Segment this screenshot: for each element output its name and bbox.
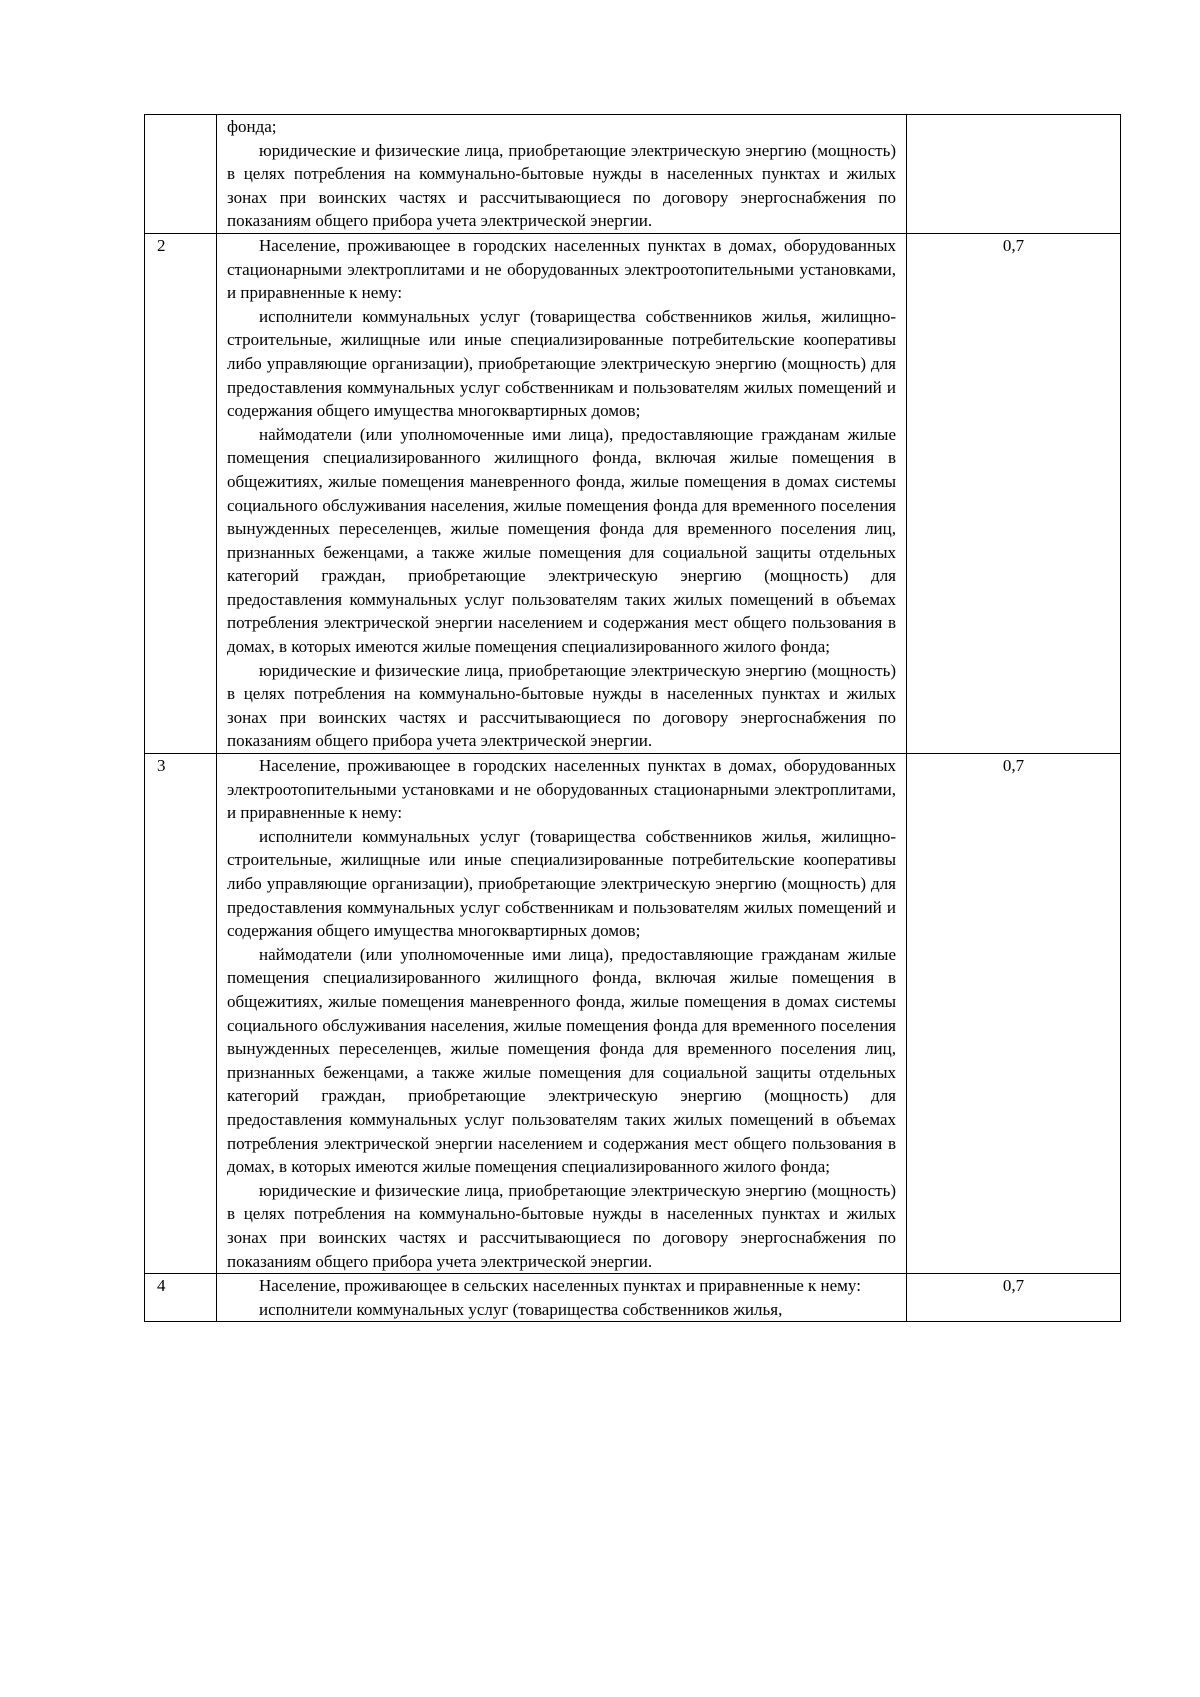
table-row <box>145 115 1121 234</box>
table-row <box>145 754 1121 1274</box>
paragraph: Население, проживающее в городских населенных пунктах в домах, оборудованных стационарными электроплитами и не оборудованных электроотопительными установками, и приравненные к нему: <box>227 235 896 303</box>
tariff-table <box>144 114 1121 1322</box>
paragraph: юридические и физические лица, приобретающие электрическую энергию (мощность) в целях потребления на коммунально-бытовые нужды в населенных пунктах и жилых зонах при воинских частях и рассчитывающиеся по договору энергоснабжения по показаниям общего прибора учета электрической энергии. <box>227 1180 896 1271</box>
table-row <box>145 233 1121 753</box>
row-description-cell <box>217 233 907 753</box>
row-description-cell <box>217 1274 907 1322</box>
paragraph: наймодатели (или уполномоченные ими лица), предоставляющие гражданам жилые помещения специализированного жилищного фонда, включая жилые помещения в общежитиях, жилые помещения маневренного фонда, жилые помещения в домах системы социального обслуживания населения, жилые помещения фонда для временного поселения вынужденных переселенцев, жилые помещения фонда для временного поселения лиц, признанных беженцами, а также жилые помещения для социальной защиты отдельных категорий граждан, приобретающие электрическую энергию (мощность) для предоставления коммунальных услуг пользователям таких жилых помещений в объемах потребления электрической энергии населением и содержания мест общего пользования в домах, в которых имеются жилые помещения специализированного жилого фонда; <box>227 424 896 657</box>
paragraph: исполнители коммунальных услуг (товарищества собственников жилья, <box>259 1299 783 1319</box>
row-value-cell: 0,7 <box>907 1274 1121 1322</box>
paragraph: фонда; <box>227 117 277 136</box>
paragraph: юридические и физические лица, приобретающие электрическую энергию (мощность) в целях потребления на коммунально-бытовые нужды в населенных пунктах и жилых зонах при воинских частях и рассчитывающиеся по договору энергоснабжения по показаниям общего прибора учета электрической энергии. <box>227 140 896 231</box>
row-number-cell: 2 <box>145 233 217 753</box>
paragraph: исполнители коммунальных услуг (товарищества собственников жилья, жилищно-строительные, жилищные или иные специализированные потребительские кооперативы либо управляющие организации), приобретающие электрическую энергию (мощность) для предоставления коммунальных услуг собственникам и пользователям жилых помещений и содержания общего имущества многоквартирных домов; <box>227 306 896 421</box>
row-description-cell <box>217 754 907 1274</box>
paragraph: исполнители коммунальных услуг (товарищества собственников жилья, жилищно-строительные, жилищные или иные специализированные потребительские кооперативы либо управляющие организации), приобретающие электрическую энергию (мощность) для предоставления коммунальных услуг собственникам и пользователям жилых помещений и содержания общего имущества многоквартирных домов; <box>227 826 896 941</box>
paragraph: Население, проживающее в сельских населенных пунктах и приравненные к нему: <box>259 1276 861 1296</box>
row-description-cell <box>217 115 907 234</box>
paragraph: Население, проживающее в городских населенных пунктах в домах, оборудованных электроотопительными установками и не оборудованных стационарными электроплитами, и приравненные к нему: <box>227 756 896 823</box>
paragraph: наймодатели (или уполномоченные ими лица), предоставляющие гражданам жилые помещения специализированного жилищного фонда, включая жилые помещения в общежитиях, жилые помещения маневренного фонда, жилые помещения в домах системы социального обслуживания населения, жилые помещения фонда для временного поселения вынужденных переселенцев, жилые помещения фонда для временного поселения лиц, признанных беженцами, а также жилые помещения для социальной защиты отдельных категорий граждан, приобретающие электрическую энергию (мощность) для предоставления коммунальных услуг пользователям таких жилых помещений в объемах потребления электрической энергии населением и содержания мест общего пользования в домах, в которых имеются жилые помещения специализированного жилого фонда; <box>227 944 896 1177</box>
table-row <box>145 1274 1121 1322</box>
row-value-cell: 0,7 <box>907 754 1121 1274</box>
row-number-cell <box>145 115 217 234</box>
row-number-cell: 3 <box>145 754 217 1274</box>
row-value-cell <box>907 115 1121 234</box>
paragraph: юридические и физические лица, приобретающие электрическую энергию (мощность) в целях потребления на коммунально-бытовые нужды в населенных пунктах и жилых зонах при воинских частях и рассчитывающиеся по договору энергоснабжения по показаниям общего прибора учета электрической энергии. <box>227 660 896 751</box>
row-value-cell: 0,7 <box>907 233 1121 753</box>
row-number-cell: 4 <box>145 1274 217 1322</box>
